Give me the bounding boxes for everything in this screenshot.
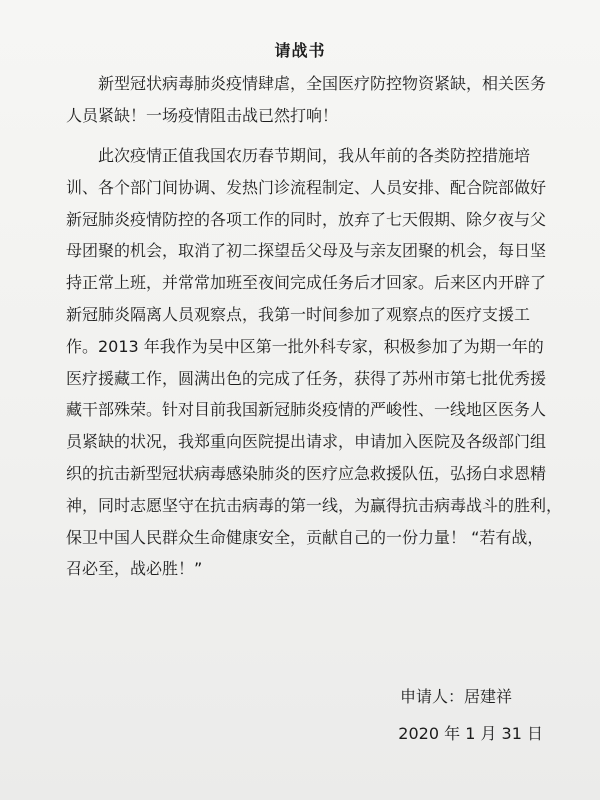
paragraph-line: 新冠肺炎隔离人员观察点，我第一时间参加了观察点的医疗支援工 bbox=[66, 304, 531, 324]
paragraph-line: 新冠肺炎疫情防控的各项工作的同时，放弃了七天假期、除夕夜与父 bbox=[66, 209, 547, 229]
paragraph-line: 藏干部殊荣。针对目前我国新冠肺炎疫情的严峻性、一线地区医务人 bbox=[66, 400, 547, 420]
signature-applicant: 申请人：居建祥 bbox=[399, 687, 512, 706]
paragraph-2 bbox=[66, 140, 563, 585]
paragraph-line: 训、各个部门间协调、发热门诊流程制定、人员安排、配合院部做好 bbox=[66, 177, 547, 197]
paragraph-line: 人员紧缺！一场疫情阻击战已然打响！ bbox=[66, 105, 339, 125]
paragraph-line: 神，同时志愿坚守在抗击病毒的第一线，为赢得抗击病毒战斗的胜利， bbox=[66, 495, 563, 515]
paragraph-line: 织的抗击新型冠状病毒感染肺炎的医疗应急救援队伍，弘扬白求恩精 bbox=[66, 463, 547, 483]
paragraph-line: 医疗援藏工作，圆满出色的完成了任务，获得了苏州市第七批优秀援 bbox=[66, 368, 547, 388]
paragraph-line: 持正常上班，并常常加班至夜间完成任务后才回家。后来区内开辟了 bbox=[66, 273, 547, 293]
paragraph-line: 员紧缺的状况，我郑重向医院提出请求，申请加入医院及各级部门组 bbox=[66, 432, 547, 452]
signature-date: 2020 年 1 月 31 日 bbox=[398, 724, 543, 743]
paragraph-line: 召必至，战必胜！” bbox=[66, 559, 203, 579]
paragraph-line: 作。2013 年我作为吴中区第一批外科专家，积极参加了为期一年的 bbox=[66, 336, 544, 356]
paragraph-line: 新型冠状病毒肺炎疫情肆虐，全国医疗防控物资紧缺，相关医务 bbox=[98, 74, 547, 93]
paragraph-line: 保卫中国人民群众生命健康安全，贡献自己的一份力量！ “若有战， bbox=[66, 527, 544, 547]
paragraph-line: 母团聚的机会，取消了初二探望岳父母及与亲友团聚的机会，每日坚 bbox=[66, 241, 547, 261]
paragraph-line: 此次疫情正值我国农历春节期间，我从年前的各类防控措施培 bbox=[98, 146, 531, 165]
document-title: 请战书 bbox=[274, 41, 326, 60]
paragraph-1 bbox=[66, 68, 552, 132]
